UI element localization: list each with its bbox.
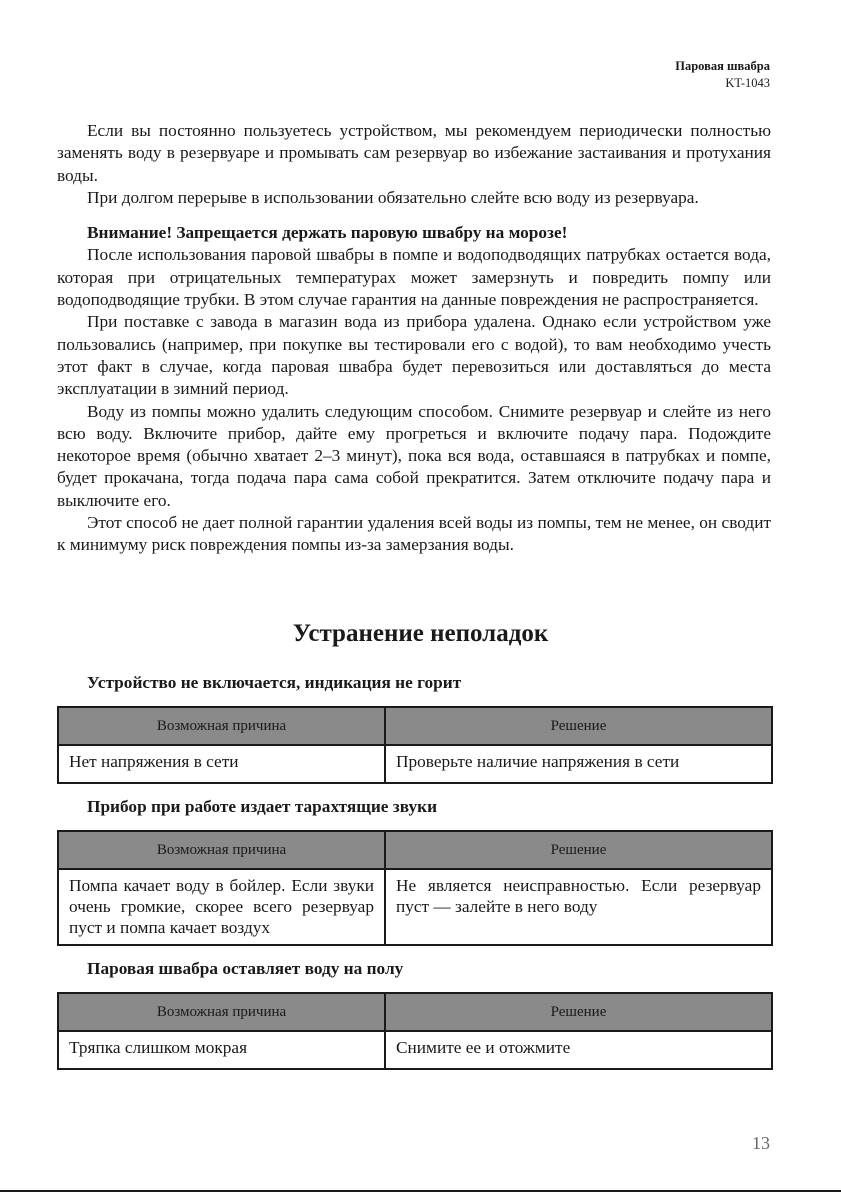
solution-cell: Снимите ее и отожмите	[385, 1031, 772, 1069]
troubleshooting-table-rattling	[57, 830, 773, 946]
bottom-rule	[0, 1190, 841, 1192]
cause-cell: Помпа качает воду в бойлер. Если звуки очень громкие, скорее всего резервуар пуст и помпа качает воздух	[58, 869, 385, 945]
troubleshooting-table-water-on-floor	[57, 992, 773, 1070]
warning-heading: Внимание! Запрещается держать паровую швабру на морозе!	[87, 223, 568, 243]
paragraph-factory-delivery: При поставке с завода в магазин вода из прибора удалена. Однако если устройством уже пользовались (например, при покупке вы тестировали его с водой), то вам необходимо учесть этот факт в случае, когда паровая швабра будет перевозиться или доставляться до места эксплуатации в зимний период.	[57, 312, 771, 399]
column-header-cause: Возможная причина	[58, 831, 385, 869]
paragraph-drain-note: Этот способ не дает полной гарантии удаления всей воды из помпы, тем не менее, он сводит к минимуму риск повреждения помпы из-за замерзания воды.	[57, 513, 771, 555]
cause-cell: Тряпка слишком мокрая	[58, 1031, 385, 1069]
page-number: 13	[752, 1133, 770, 1153]
problem-heading-water-on-floor: Паровая швабра оставляет воду на полу	[87, 959, 404, 978]
problem-heading-no-power: Устройство не включается, индикация не горит	[87, 673, 462, 692]
cause-cell: Нет напряжения в сети	[58, 745, 385, 783]
column-header-solution: Решение	[385, 707, 772, 745]
paragraph-water-replacement: Если вы постоянно пользуетесь устройством, мы рекомендуем периодически полностью заменять воду в резервуаре и промывать сам резервуар во избежание застаивания и протухания воды.	[57, 121, 771, 185]
body-text	[57, 120, 771, 557]
problem-heading-rattling: Прибор при работе издает тарахтящие звуки	[87, 797, 438, 816]
running-header	[675, 58, 770, 92]
header-model: KT-1043	[725, 76, 770, 90]
header-title: Паровая швабра	[675, 59, 770, 73]
column-header-cause: Возможная причина	[58, 993, 385, 1031]
section-title: Устранение неполадок	[292, 620, 549, 647]
solution-cell: Не является неисправностью. Если резервуар пуст — залейте в него воду	[385, 869, 772, 945]
troubleshooting-table-no-power	[57, 706, 773, 784]
paragraph-drain-procedure: Воду из помпы можно удалить следующим способом. Снимите резервуар и слейте из него всю воду. Включите прибор, дайте ему прогреться и включите подачу пара. Подождите некоторое время (обычно хватает 2–3 минут), пока вся вода, оставшаяся в патрубках и помпе, будет прокачана, тогда подача пара сама собой прекратится. Затем отключите подачу пара и выключите его.	[57, 401, 771, 510]
column-header-cause: Возможная причина	[58, 707, 385, 745]
column-header-solution: Решение	[385, 993, 772, 1031]
paragraph-long-break: При долгом перерыве в использовании обязательно слейте всю воду из резервуара.	[87, 187, 699, 207]
paragraph-residual-water: После использования паровой швабры в помпе и водоподводящих патрубках остается вода, которая при отрицательных температурах может замерзнуть и повредить помпу или водоподводящие трубки. В этом случае гарантия на данные повреждения не распространяется.	[57, 245, 771, 310]
solution-cell: Проверьте наличие напряжения в сети	[385, 745, 772, 783]
column-header-solution: Решение	[385, 831, 772, 869]
